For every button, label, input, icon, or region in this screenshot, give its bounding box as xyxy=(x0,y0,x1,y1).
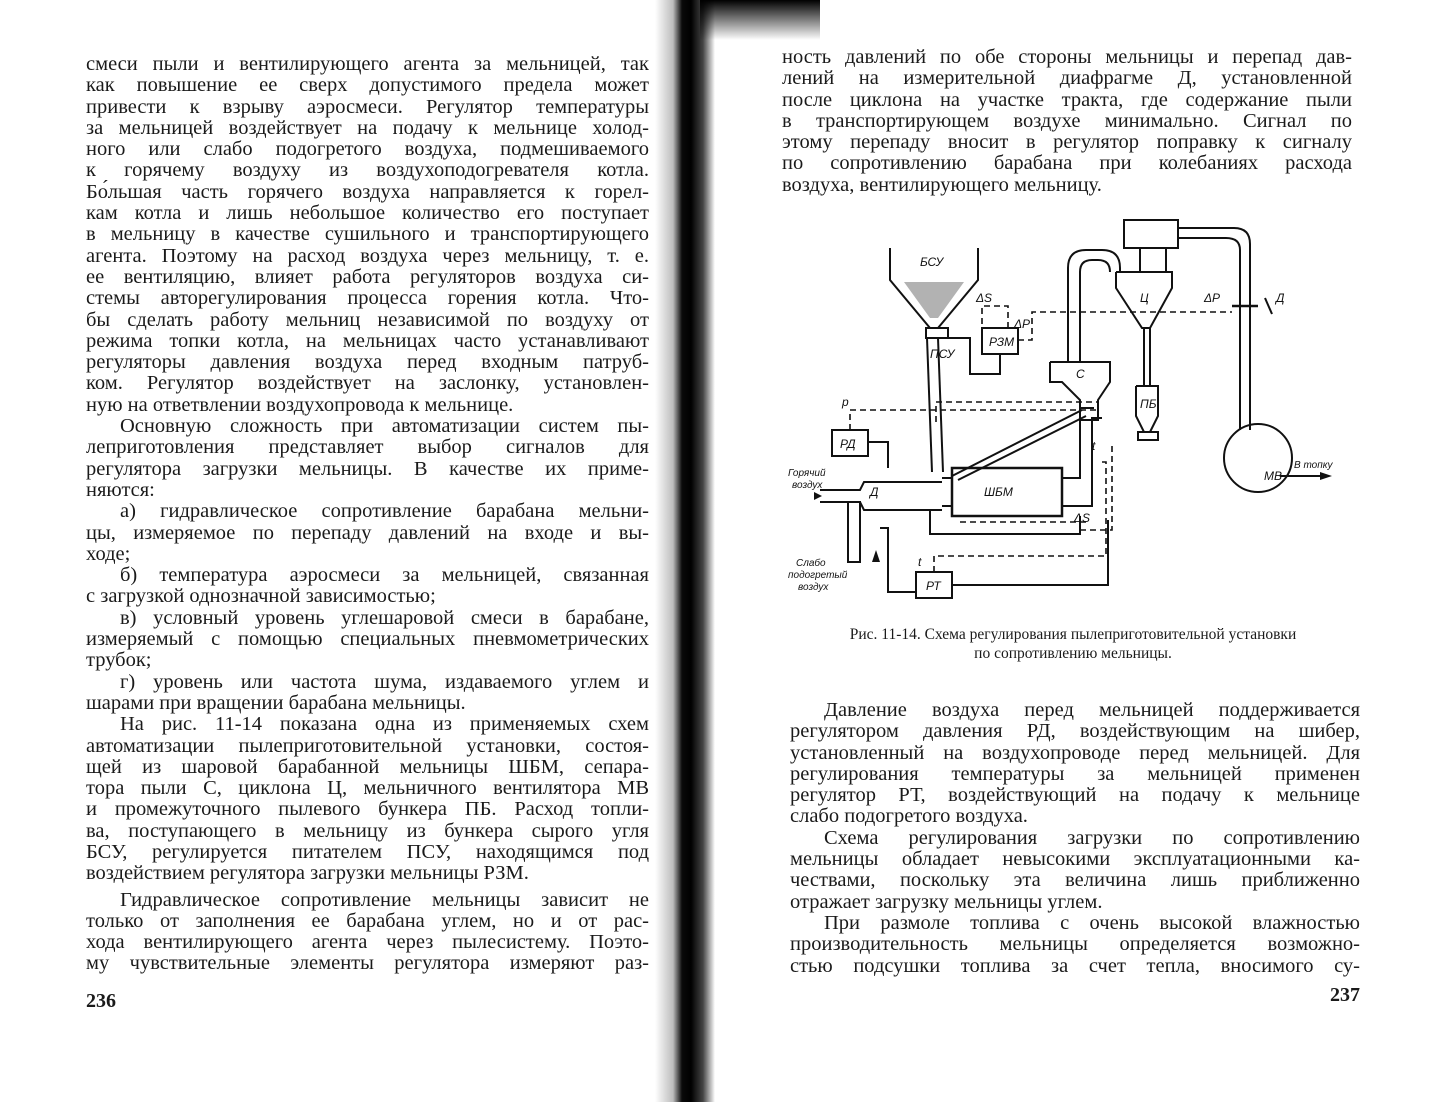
page-number-right: 237 xyxy=(1330,984,1360,1006)
left-line: Гидравлическое сопротивление мельницы зависит не xyxy=(120,888,649,911)
left-line: тора пыли С, циклона Ц, мельничного вентилятора МВ xyxy=(86,777,649,800)
label-ds-m-top: ΔS xyxy=(976,291,993,305)
left-line: стемы авторегулирования процесса горения котла. Что- xyxy=(86,287,649,310)
left-line: автоматизации пылеприготовительной установки, состоя- xyxy=(86,734,649,757)
label-tm: t xyxy=(1092,439,1096,453)
right-line: регулятор РТ, воздействующий на подачу к мельнице xyxy=(790,784,1360,807)
left-line: только от заполнения ее барабана углем, но и от рас- xyxy=(86,909,649,932)
left-line: трубок; xyxy=(86,649,152,672)
right-line: Схема регулирования загрузки по сопротивлению xyxy=(824,826,1360,849)
label-d: Д xyxy=(1276,291,1285,305)
label-slabo-2: подогретый xyxy=(788,570,848,581)
label-mv: МВ xyxy=(1264,469,1282,483)
right-line: ность давлений по обе стороны мельницы и перепад дав- xyxy=(782,46,1352,68)
left-line: На рис. 11-14 показана одна из применяемых схем xyxy=(120,713,649,736)
list-item-g: г) уровень или частота шума, издаваемого углем и xyxy=(120,670,649,693)
psu-feeder xyxy=(926,328,948,338)
left-line: регуляторы давления воздуха перед входным патруб- xyxy=(86,351,649,374)
right-page-text-bottom xyxy=(790,700,1360,977)
control-scheme-diagram xyxy=(780,210,1370,620)
right-line: по сопротивлению барабана при колебаниях расхода xyxy=(782,152,1352,175)
left-line: щей из шаровой барабанной мельницы ШБМ, сепара- xyxy=(86,755,649,778)
right-line: Давление воздуха перед мельницей поддерживается xyxy=(824,699,1360,721)
caption-line-1: Рис. 11-14. Схема регулирования пылеприготовительной установки xyxy=(849,626,1297,643)
left-line: за мельницей воздействует на подачу к мельнице холод- xyxy=(86,116,649,139)
right-line: стью подсушки топлива за счет тепла, вносимого су- xyxy=(790,954,1360,977)
left-line: бы сделать работу мельниц независимой по воздуху от xyxy=(86,308,649,331)
left-line: леприготовления представляет выбор сигналов для xyxy=(86,436,649,459)
label-hot-air-2: воздух xyxy=(792,480,823,491)
left-line: агента. Поэтому на расход воздуха через мельницу, т. е. xyxy=(86,244,649,267)
label-rd: РД xyxy=(840,437,856,451)
label-ds-m-bottom: ΔS xyxy=(1074,511,1091,525)
right-line: в транспортирующем воздухе минимально. Сигнал по xyxy=(782,109,1352,132)
left-line: ее вентиляцию, влияет работа регуляторов воздуха си- xyxy=(86,265,649,288)
left-line: ва, поступающего в мельницу из бункера сырого угля xyxy=(86,819,649,842)
label-dp-small: ΔР xyxy=(1014,317,1031,331)
right-line: после циклона на участке тракта, где содержание пыли xyxy=(782,88,1352,111)
figure-11-14-diagram xyxy=(780,210,1370,620)
right-line: воздуха, вентилирующего мельницу. xyxy=(782,173,1102,196)
list-item-v: в) условный уровень углешаровой смеси в барабане, xyxy=(120,606,649,629)
right-line: установленный на воздухопроводе перед мельницей. Для xyxy=(790,741,1360,764)
left-line: няются: xyxy=(86,478,155,501)
left-line: ную на ответвлении воздухопровода к мельнице. xyxy=(86,393,514,416)
figure-caption xyxy=(790,625,1356,663)
label-psu: ПСУ xyxy=(930,347,955,361)
label-d-small: Д xyxy=(870,485,879,499)
left-line: привести к взрыву аэросмеси. Регулятор температуры xyxy=(86,95,649,118)
label-rt: РТ xyxy=(926,579,941,593)
label-ts: Ц xyxy=(1140,291,1149,305)
right-line: мельницы обладает невысокими эксплуатационными ка- xyxy=(790,848,1360,871)
left-line: измеряемый с помощью специальных пневмометрических xyxy=(86,628,649,651)
right-line: лений на измерительной диафрагме Д, установленной xyxy=(782,67,1352,90)
left-line: в мельницу в качестве сушильного и транспортирующего xyxy=(86,223,649,246)
right-line: производительность мельницы определяется возможно- xyxy=(790,933,1360,956)
page-number-left: 236 xyxy=(86,990,116,1012)
left-line: Бо́льшая часть горячего воздуха направляется к горел- xyxy=(86,180,649,203)
label-p: р xyxy=(842,395,849,409)
label-hot-air-1: Горячий xyxy=(788,468,826,479)
label-v-topku: В топку xyxy=(1294,460,1333,471)
right-page-text-top xyxy=(782,47,1352,196)
left-line: БСУ, регулируется питателем ПСУ, находящимся под xyxy=(86,840,649,863)
right-line: регулирования температуры за мельницей применен xyxy=(790,762,1360,785)
left-line: ком. Регулятор воздействует на заслонку, установлен- xyxy=(86,372,649,395)
left-line: ходе; xyxy=(86,542,131,565)
label-rzm: РЗМ xyxy=(989,335,1015,349)
caption-line-2: по сопротивлению мельницы. xyxy=(974,645,1172,662)
left-line: как повышение ее сверх допустимого предела может xyxy=(86,74,649,97)
left-line: Основную сложность при автоматизации систем пы- xyxy=(120,415,649,438)
list-item-b: б) температура аэросмеси за мельницей, связанная xyxy=(120,564,649,587)
label-tm-bottom: t xyxy=(918,555,922,569)
left-line: с загрузкой однозначной зависимостью; xyxy=(86,585,436,608)
right-line: При размоле топлива с очень высокой влажностью xyxy=(824,911,1360,934)
left-line: хода вентилирующего агента через пылесистему. Поэто- xyxy=(86,931,649,954)
right-line: отражает загрузку мельницы углем. xyxy=(790,890,1103,913)
left-line: шарами при вращении барабана мельницы. xyxy=(86,691,466,714)
label-shbm: ШБМ xyxy=(984,485,1013,499)
left-line: смеси пыли и вентилирующего агента за мельницей, так xyxy=(86,53,649,75)
label-slabo-1: Слабо xyxy=(796,558,826,569)
left-line: цы, измеряемое по перепаду давлений на входе и вы- xyxy=(86,521,649,544)
left-line: кам котла и лишь небольшое количество его поступает xyxy=(86,202,649,225)
label-bsu: БСУ xyxy=(920,255,944,269)
right-line: регулятором давления РД, воздействующим на шибер, xyxy=(790,720,1360,743)
label-slabo-3: воздух xyxy=(798,582,829,593)
left-line: и промежуточного пылевого бункера ПБ. Расход топли- xyxy=(86,798,649,821)
left-line: воздействием регулятора загрузки мельницы РЗМ. xyxy=(86,862,529,885)
list-item-a: а) гидравлическое сопротивление барабана мельни- xyxy=(120,500,649,523)
label-dp-right: ΔР xyxy=(1204,291,1221,305)
right-line: слабо подогретого воздуха. xyxy=(790,805,1028,828)
label-s: С xyxy=(1076,367,1085,381)
left-page-text xyxy=(86,54,649,975)
left-line: ного или слабо подогретого воздуха, подмешиваемого xyxy=(86,138,649,161)
right-line: этому перепаду вносит в регулятор поправку к сигналу xyxy=(782,131,1352,154)
left-line: му чувствительные элементы регулятора измеряют раз- xyxy=(86,952,649,975)
slightly-heated-air-pipe xyxy=(848,502,860,562)
right-line: чествами, поскольку эта величина лишь приближенно xyxy=(790,869,1360,892)
label-pb: ПБ xyxy=(1140,397,1157,411)
left-line: режима топки котла, на мельницах часто устанавливают xyxy=(86,329,649,352)
left-line: регулятора загрузки мельницы. В качестве их приме- xyxy=(86,457,649,480)
left-line: к горячему воздуху из воздухоподогревателя котла. xyxy=(86,159,649,182)
